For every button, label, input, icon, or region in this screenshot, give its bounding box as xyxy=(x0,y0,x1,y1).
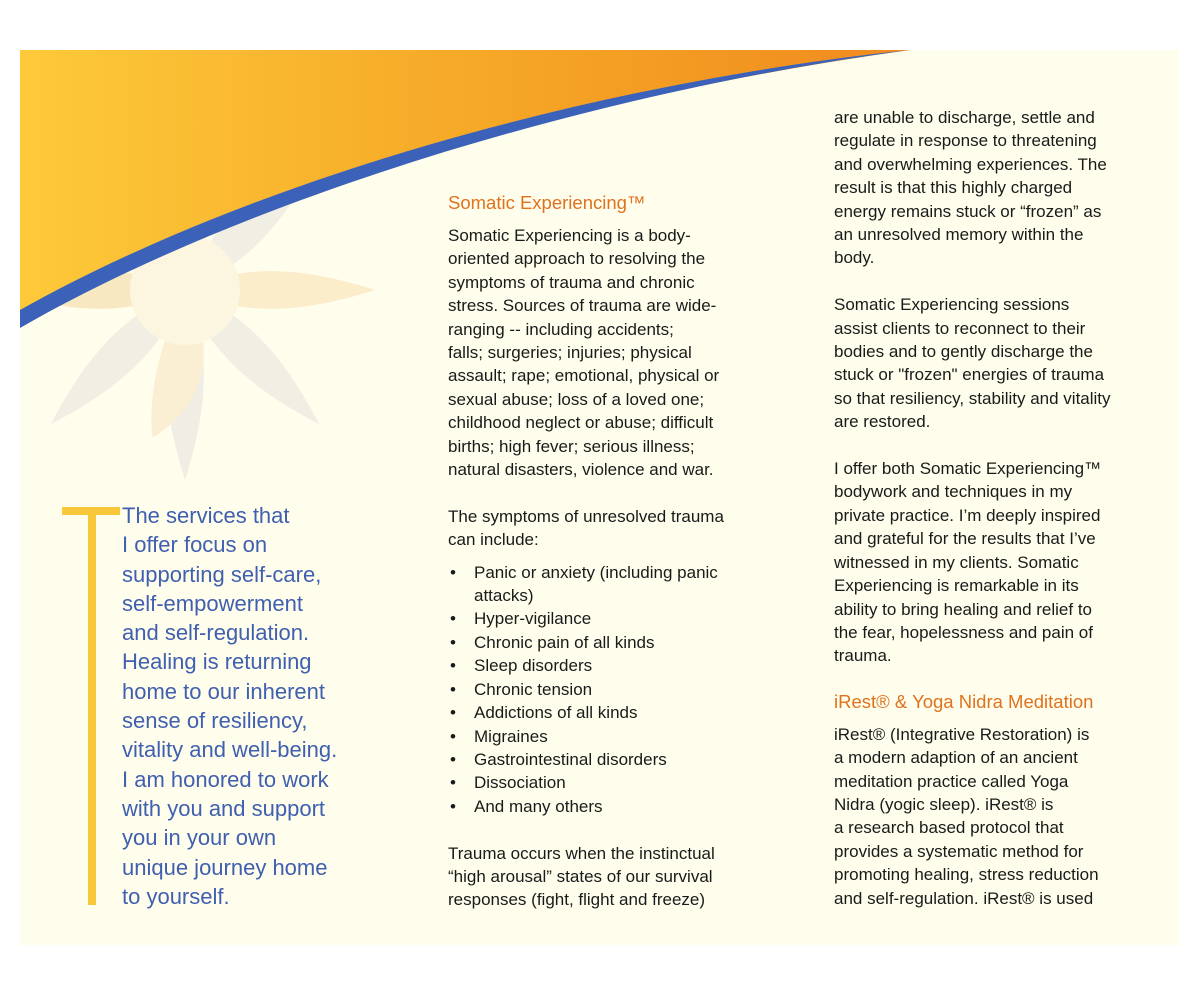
sessions-line: stuck or "frozen" energies of trauma xyxy=(834,365,1105,385)
trauma-occurs-line: responses (fight, flight and freeze) xyxy=(448,890,706,910)
continuation-line: result is that this highly charged xyxy=(834,178,1073,198)
offer-line: trauma. xyxy=(834,646,892,666)
continuation-line: body. xyxy=(834,248,875,268)
irest-line: iRest® (Integrative Restoration) is xyxy=(834,724,1090,744)
symptoms-list xyxy=(448,561,768,818)
bullet-icon: • xyxy=(450,703,456,723)
list-item-text: Hyper-vigilance xyxy=(474,609,592,629)
list-item-text: Addictions of all kinds xyxy=(474,703,638,723)
list-item-text: Panic or anxiety (including panic attacks) xyxy=(474,562,718,606)
quote-line: I offer focus on xyxy=(122,532,268,558)
somatic-intro-line: births; high fever; serious illness; xyxy=(448,436,695,456)
list-item-text: Gastrointestinal disorders xyxy=(474,749,667,769)
list-item xyxy=(448,701,768,724)
list-item xyxy=(448,771,768,794)
somatic-intro-line: Somatic Experiencing is a body- xyxy=(448,226,691,245)
offer-line: private practice. I’m deeply inspired xyxy=(834,505,1101,525)
somatic-intro-line: ranging -- including accidents; xyxy=(448,319,674,339)
irest-line: and self-regulation. iRest® is used xyxy=(834,888,1094,908)
bullet-icon: • xyxy=(450,773,456,793)
offer-line: Experiencing is remarkable in its xyxy=(834,576,1079,596)
irest-line: Nidra (yogic sleep). iRest® is xyxy=(834,794,1054,814)
middle-column xyxy=(448,191,768,912)
sessions-line: so that resiliency, stability and vitality xyxy=(834,388,1111,408)
quote-line: with you and support xyxy=(122,795,326,821)
offer-line: bodywork and techniques in my xyxy=(834,482,1073,502)
list-item xyxy=(448,795,768,818)
somatic-heading: Somatic Experiencing™ xyxy=(448,192,646,213)
pull-quote xyxy=(122,501,372,911)
irest-line: a research based protocol that xyxy=(834,818,1064,838)
continuation-line: regulate in response to threatening xyxy=(834,131,1097,151)
list-item-text: Migraines xyxy=(474,726,548,746)
sessions-line: bodies and to gently discharge the xyxy=(834,342,1093,362)
list-item-text: And many others xyxy=(474,796,603,816)
quote-line: self-empowerment xyxy=(122,590,303,616)
list-item xyxy=(448,725,768,748)
quote-line: sense of resiliency, xyxy=(122,708,308,734)
offer-line: and grateful for the results that I’ve xyxy=(834,529,1096,549)
list-item-text: Chronic pain of all kinds xyxy=(474,632,655,652)
somatic-intro-line: stress. Sources of trauma are wide- xyxy=(448,296,717,316)
continuation-line: an unresolved memory within the xyxy=(834,225,1084,245)
irest-line: promoting healing, stress reduction xyxy=(834,865,1099,885)
bullet-icon: • xyxy=(450,656,456,676)
irest-line: provides a systematic method for xyxy=(834,841,1084,861)
offer-line: witnessed in my clients. Somatic xyxy=(834,552,1079,572)
bullet-icon: • xyxy=(450,796,456,816)
right-column xyxy=(834,106,1154,910)
quote-bar xyxy=(88,507,96,905)
quote-line: Healing is returning xyxy=(122,649,312,675)
bullet-icon: • xyxy=(450,679,456,699)
quote-line: The services that xyxy=(122,503,290,528)
list-item xyxy=(448,561,768,608)
bullet-icon: • xyxy=(450,632,456,652)
list-item xyxy=(448,678,768,701)
bullet-icon: • xyxy=(450,726,456,746)
brochure-panel xyxy=(20,50,1179,945)
symptoms-intro-line: The symptoms of unresolved trauma xyxy=(448,506,724,526)
quote-line: supporting self-care, xyxy=(122,561,322,587)
somatic-intro-line: assault; rape; emotional, physical or xyxy=(448,366,720,386)
quote-line: I am honored to work xyxy=(122,766,329,792)
quote-line: unique journey home xyxy=(122,854,328,880)
continuation-line: and overwhelming experiences. The xyxy=(834,154,1107,174)
list-item-text: Sleep disorders xyxy=(474,656,593,676)
irest-line: a modern adaption of an ancient xyxy=(834,748,1078,768)
list-item-text: Dissociation xyxy=(474,773,566,793)
bullet-icon: • xyxy=(450,609,456,629)
quote-line: vitality and well-being. xyxy=(122,737,338,763)
offer-line: the fear, hopelessness and pain of xyxy=(834,622,1093,642)
irest-line: meditation practice called Yoga xyxy=(834,771,1069,791)
bullet-icon: • xyxy=(450,749,456,769)
continuation-line: are unable to discharge, settle and xyxy=(834,108,1095,127)
quote-line: home to our inherent xyxy=(122,678,326,704)
sessions-line: Somatic Experiencing sessions xyxy=(834,295,1070,315)
trauma-occurs-line: Trauma occurs when the instinctual xyxy=(448,843,715,863)
quote-line: and self-regulation. xyxy=(122,620,310,646)
somatic-intro-line: oriented approach to resolving the xyxy=(448,249,706,269)
quote-line: to yourself. xyxy=(122,883,230,909)
somatic-intro-line: symptoms of trauma and chronic xyxy=(448,272,695,292)
continuation-line: energy remains stuck or “frozen” as xyxy=(834,201,1102,221)
trauma-occurs-line: “high arousal” states of our survival xyxy=(448,866,713,886)
list-item xyxy=(448,748,768,771)
list-item-text: Chronic tension xyxy=(474,679,593,699)
somatic-intro-line: sexual abuse; loss of a loved one; xyxy=(448,389,705,409)
list-item xyxy=(448,607,768,630)
quote-line: you in your own xyxy=(122,825,277,851)
offer-line: ability to bring healing and relief to xyxy=(834,599,1092,619)
list-item xyxy=(448,631,768,654)
somatic-intro-line: natural disasters, violence and war. xyxy=(448,460,714,480)
somatic-intro-line: childhood neglect or abuse; difficult xyxy=(448,413,714,433)
symptoms-intro-line: can include: xyxy=(448,530,539,550)
offer-line: I offer both Somatic Experiencing™ xyxy=(834,459,1102,479)
bullet-icon: • xyxy=(450,562,456,582)
somatic-intro-line: falls; surgeries; injuries; physical xyxy=(448,343,692,363)
sessions-line: are restored. xyxy=(834,412,931,432)
list-item xyxy=(448,654,768,677)
irest-heading: iRest® & Yoga Nidra Meditation xyxy=(834,690,1094,712)
sessions-line: assist clients to reconnect to their xyxy=(834,318,1086,338)
